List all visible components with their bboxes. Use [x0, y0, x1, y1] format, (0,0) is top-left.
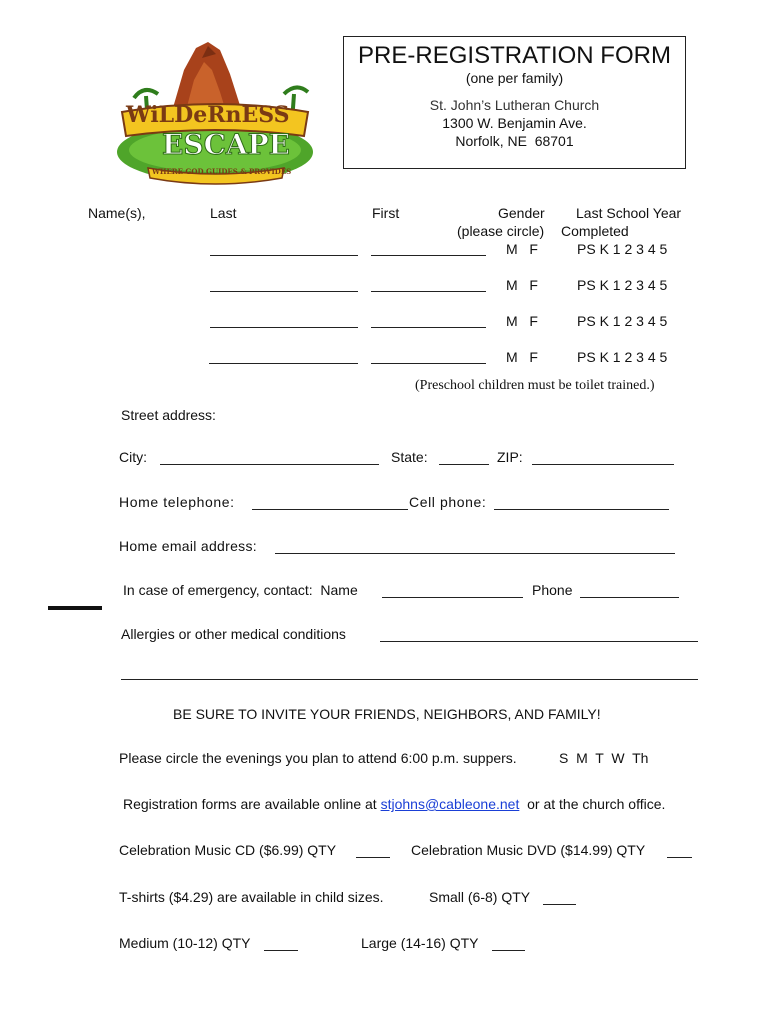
medium-label: Medium (10-12) QTY [119, 935, 251, 951]
first-name-field-4[interactable] [371, 363, 486, 364]
emergency-phone-label: Phone [532, 582, 573, 598]
gender-options-3[interactable]: M F [506, 313, 538, 329]
gender-subheading: (please circle) [457, 223, 545, 239]
last-name-field-4[interactable] [209, 363, 358, 364]
last-name-field-1[interactable] [210, 255, 358, 256]
gender-options-2[interactable]: M F [506, 277, 538, 293]
wilderness-escape-logo [112, 40, 318, 186]
header-box [343, 36, 686, 169]
gender-heading: Gender [498, 205, 545, 221]
first-name-field-1[interactable] [371, 255, 486, 256]
cd-label: Celebration Music CD ($6.99) QTY [119, 842, 337, 858]
school-year-heading: Last School Year [576, 205, 682, 221]
dvd-label: Celebration Music DVD ($14.99) QTY [411, 842, 646, 858]
supper-days-options[interactable]: S M T W Th [559, 750, 649, 766]
state-label: State: [391, 449, 428, 465]
church-address-line2: Norfolk, NE 68701 [455, 133, 574, 149]
first-name-heading: First [372, 205, 400, 221]
form-subtitle: (one per family) [465, 70, 564, 86]
email-link[interactable]: stjohns@cableone.net [380, 796, 520, 812]
small-label: Small (6-8) QTY [429, 889, 531, 905]
email-field[interactable] [275, 553, 675, 554]
large-label: Large (14-16) QTY [361, 935, 479, 951]
logo-wordmark-line2: ESCAPE [162, 128, 290, 161]
church-name: St. John’s Lutheran Church [429, 97, 600, 113]
gender-options-1[interactable]: M F [506, 241, 538, 257]
suppers-text: Please circle the evenings you plan to attend 6:00 p.m. suppers. [119, 750, 517, 766]
gender-options-4[interactable]: M F [506, 349, 538, 365]
names-label: Name(s), [88, 205, 146, 221]
emergency-name-field[interactable] [382, 597, 523, 598]
small-qty-field[interactable] [543, 904, 576, 905]
dvd-qty-field[interactable] [667, 857, 692, 858]
email-label: Home email address: [119, 538, 257, 554]
zip-field[interactable] [532, 464, 674, 465]
cd-qty-field[interactable] [356, 857, 390, 858]
invite-banner: BE SURE TO INVITE YOUR FRIENDS, NEIGHBORS, AND FAMILY! [173, 706, 601, 722]
first-name-field-2[interactable] [371, 291, 486, 292]
school-year-subheading: Completed [561, 223, 629, 239]
city-field[interactable] [160, 464, 379, 465]
last-name-field-3[interactable] [210, 327, 358, 328]
form-title: PRE-REGISTRATION FORM [358, 42, 671, 69]
last-name-heading: Last [210, 205, 237, 221]
emergency-phone-field[interactable] [580, 597, 679, 598]
logo-wordmark-line1: WiLDeRnESS [126, 102, 290, 128]
home-telephone-label: Home telephone: [119, 494, 235, 510]
grade-options-1[interactable]: PS K 1 2 3 4 5 [577, 241, 668, 257]
preschool-note: (Preschool children must be toilet trained.) [415, 378, 655, 393]
online-forms-text [123, 796, 665, 812]
online-forms-after: or at the church office. [527, 796, 666, 812]
street-address-label: Street address: [121, 407, 216, 423]
city-label: City: [119, 449, 147, 465]
grade-options-4[interactable]: PS K 1 2 3 4 5 [577, 349, 668, 365]
zip-label: ZIP: [497, 449, 523, 465]
large-qty-field[interactable] [492, 950, 525, 951]
tshirts-text: T-shirts ($4.29) are available in child sizes. [119, 889, 384, 905]
state-field[interactable] [439, 464, 489, 465]
online-forms-before: Registration forms are available online at [123, 796, 377, 812]
margin-bar [48, 606, 102, 610]
home-telephone-field[interactable] [252, 509, 408, 510]
cell-phone-field[interactable] [494, 509, 669, 510]
first-name-field-3[interactable] [371, 327, 486, 328]
allergies-label: Allergies or other medical conditions [121, 626, 346, 642]
grade-options-2[interactable]: PS K 1 2 3 4 5 [577, 277, 668, 293]
last-name-field-2[interactable] [210, 291, 358, 292]
medium-qty-field[interactable] [264, 950, 298, 951]
allergies-field-line2[interactable] [121, 679, 698, 680]
allergies-field-line1[interactable] [380, 641, 698, 642]
logo-tagline: WHERE GOD GUIDES & PROVIDES [152, 167, 292, 176]
grade-options-3[interactable]: PS K 1 2 3 4 5 [577, 313, 668, 329]
emergency-contact-label: In case of emergency, contact: Name [123, 582, 358, 598]
church-address-line1: 1300 W. Benjamin Ave. [442, 115, 587, 131]
cell-phone-label: Cell phone: [409, 494, 487, 510]
